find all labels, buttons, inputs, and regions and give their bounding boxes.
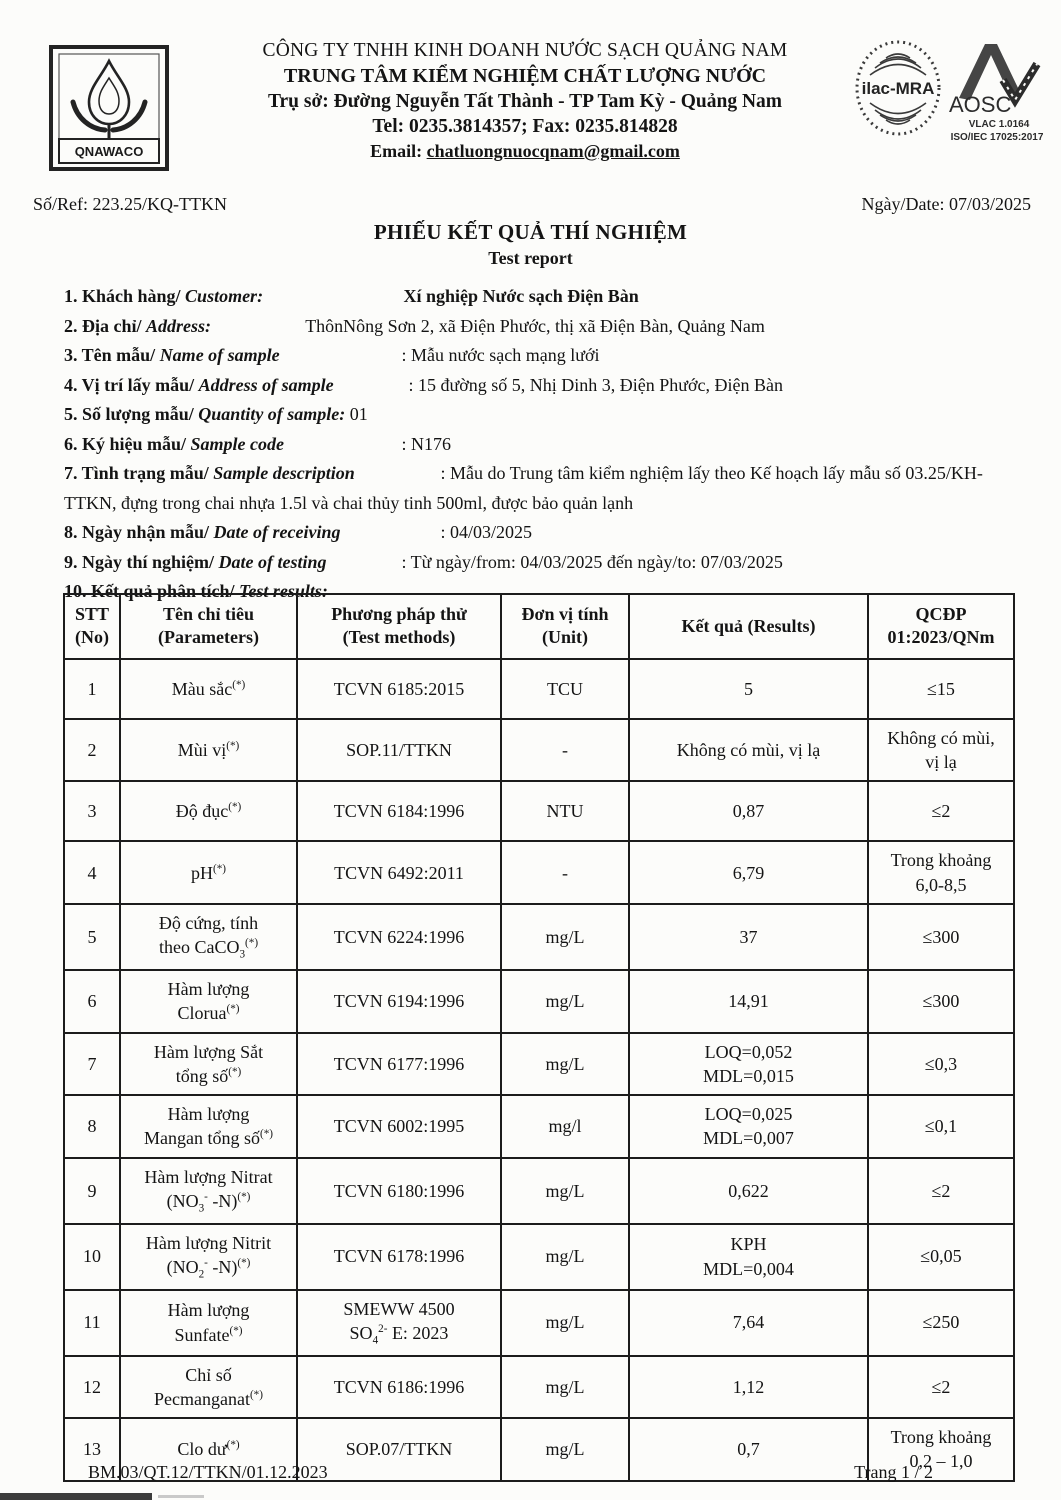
table-header-cell: QCĐP 01:2023/QNm — [868, 594, 1014, 659]
table-cell-result: 6,79 — [629, 841, 868, 904]
tel-fax-line: Tel: 0235.3814357; Fax: 0235.814828 — [372, 116, 678, 137]
table-cell-method: TCVN 6002:1995 — [297, 1095, 501, 1158]
table-cell-unit: mg/l — [501, 1095, 629, 1158]
table-row — [64, 1224, 1014, 1290]
table-cell-no: 13 — [64, 1418, 120, 1481]
info-value: : Mẫu nước sạch mạng lưới — [401, 345, 600, 365]
table-cell-no: 10 — [64, 1224, 120, 1290]
ref-row — [33, 194, 1031, 215]
letterhead — [160, 40, 890, 162]
table-cell-result: 0,7 — [629, 1418, 868, 1481]
table-row — [64, 1158, 1014, 1224]
info-value: : Từ ngày/from: 04/03/2025 đến ngày/to: 07/03/2025 — [401, 551, 783, 572]
table-cell-unit: mg/L — [501, 970, 629, 1033]
info-item — [64, 400, 1010, 430]
table-cell-limit: Trong khoảng 6,0-8,5 — [868, 841, 1014, 904]
table-cell-no: 2 — [64, 719, 120, 782]
table-cell-unit: mg/L — [501, 1418, 629, 1481]
info-label: 8. Ngày nhận mẫu/ Date of receiving — [64, 522, 341, 542]
info-label: 1. Khách hàng/ Customer: — [64, 286, 264, 306]
table-cell-method: TCVN 6492:2011 — [297, 841, 501, 904]
table-header-cell: Đơn vị tính (Unit) — [501, 594, 629, 659]
info-label: 7. Tình trạng mẫu/ Sample description — [64, 463, 355, 483]
table-cell-result: 7,64 — [629, 1290, 868, 1356]
table-cell-limit: ≤2 — [868, 781, 1014, 841]
page-subtitle: Test report — [488, 248, 573, 268]
scan-artifact-bar — [0, 1493, 152, 1500]
table-cell-no: 1 — [64, 659, 120, 719]
table-cell-unit: mg/L — [501, 904, 629, 970]
info-label: 10. Kết quả phân tích/ Test results: — [64, 581, 328, 601]
info-value: : N176 — [401, 433, 451, 454]
table-row — [64, 1095, 1014, 1158]
table-cell-no: 11 — [64, 1290, 120, 1356]
sample-info-list — [64, 282, 1010, 607]
table-header-cell: STT (No) — [64, 594, 120, 659]
table-cell-no: 7 — [64, 1033, 120, 1096]
page-title: PHIẾU KẾT QUẢ THÍ NGHIỆM — [373, 220, 688, 244]
table-cell-limit: ≤0,1 — [868, 1095, 1014, 1158]
email-label: Email: — [370, 141, 423, 161]
table-cell-limit: ≤300 — [868, 970, 1014, 1033]
table-row — [64, 1033, 1014, 1096]
svg-text:ISO/IEC 17025:2017: ISO/IEC 17025:2017 — [950, 132, 1043, 143]
footer-row — [88, 1462, 933, 1483]
table-cell-unit: - — [501, 719, 629, 782]
info-label: 3. Tên mẫu/ Name of sample — [64, 345, 280, 365]
table-cell-limit: ≤2 — [868, 1356, 1014, 1419]
table-cell-method: TCVN 6194:1996 — [297, 970, 501, 1033]
table-cell-method: SOP.11/TTKN — [297, 719, 501, 782]
table-cell-result: 5 — [629, 659, 868, 719]
table-cell-result: 14,91 — [629, 970, 868, 1033]
info-label: 2. Địa chỉ/ Address: — [64, 315, 212, 336]
table-cell-result: LOQ=0,052 MDL=0,015 — [629, 1033, 868, 1096]
qnawaco-logo — [48, 44, 170, 172]
table-cell-method: TCVN 6185:2015 — [297, 659, 501, 719]
info-value: 01 — [349, 404, 368, 424]
table-cell-result: KPH MDL=0,004 — [629, 1224, 868, 1290]
info-item — [64, 282, 1010, 312]
table-cell-param: Màu sắc(*) — [120, 659, 297, 719]
test-results-table — [63, 593, 1015, 1482]
table-cell-method: TCVN 6178:1996 — [297, 1224, 501, 1290]
table-cell-param: Hàm lượng Clorua(*) — [120, 970, 297, 1033]
info-value: ThônNông Sơn 2, xã Điện Phước, thị xã Điện Bàn, Quảng Nam — [305, 315, 765, 336]
info-item — [64, 518, 1010, 548]
svg-text:VLAC 1.0164: VLAC 1.0164 — [968, 119, 1030, 130]
info-item — [64, 371, 1010, 401]
table-cell-unit: mg/L — [501, 1356, 629, 1419]
ilac-mra-seal — [853, 38, 943, 147]
company-name: CÔNG TY TNHH KINH DOANH NƯỚC SẠCH QUẢNG NAM — [262, 40, 788, 61]
svg-text:ilac-MRA: ilac-MRA — [861, 79, 935, 98]
table-cell-method: TCVN 6180:1996 — [297, 1158, 501, 1224]
table-cell-no: 3 — [64, 781, 120, 841]
table-header-row — [64, 594, 1014, 659]
info-value: : Mẫu do Trung tâm kiểm nghiệm lấy theo Kế hoạch lấy mẫu số 03.25/KH-TTKN, đựng trong chai nhựa 1.5l và chai thủy tinh 500ml, được bảo quản lạnh — [64, 463, 983, 513]
table-cell-limit: ≤0,3 — [868, 1033, 1014, 1096]
table-cell-limit: Không có mùi, vị lạ — [868, 719, 1014, 782]
info-item — [64, 430, 1010, 460]
aosc-mark — [947, 38, 1043, 151]
table-cell-limit: ≤250 — [868, 1290, 1014, 1356]
table-cell-param: Hàm lượng Nitrat ($NO_3^-$ -N)(*) — [120, 1158, 297, 1224]
accreditation-seals — [853, 38, 1043, 151]
table-cell-result: 37 — [629, 904, 868, 970]
table-row — [64, 719, 1014, 782]
table-cell-unit: mg/L — [501, 1158, 629, 1224]
table-cell-result: Không có mùi, vị lạ — [629, 719, 868, 782]
info-item — [64, 312, 1010, 342]
table-cell-param: Mùi vị(*) — [120, 719, 297, 782]
table-row — [64, 659, 1014, 719]
table-cell-no: 9 — [64, 1158, 120, 1224]
table-cell-unit: NTU — [501, 781, 629, 841]
table-cell-no: 12 — [64, 1356, 120, 1419]
info-item — [64, 341, 1010, 371]
table-cell-param: Hàm lượng Sunfate(*) — [120, 1290, 297, 1356]
svg-text:AOSC: AOSC — [949, 92, 1012, 117]
email-link[interactable]: chatluongnuocqnam@gmail.com — [426, 141, 680, 161]
table-cell-no: 5 — [64, 904, 120, 970]
info-value: : 04/03/2025 — [440, 522, 533, 542]
address-line: Trụ sở: Đường Nguyễn Tất Thành - TP Tam Kỳ - Quảng Nam — [267, 91, 783, 112]
info-label: 5. Số lượng mẫu/ Quantity of sample: — [64, 404, 346, 424]
table-cell-param: Chỉ số Pecmanganat(*) — [120, 1356, 297, 1419]
table-cell-method: SOP.07/TTKN — [297, 1418, 501, 1481]
table-cell-no: 4 — [64, 841, 120, 904]
table-cell-method: SMEWW 4500 $SO_4^{2-}$ E: 2023 — [297, 1290, 501, 1356]
ref-number: Số/Ref: 223.25/KQ-TTKN — [33, 194, 227, 214]
form-code: BM.03/QT.12/TTKN/01.12.2023 — [88, 1462, 328, 1482]
table-cell-limit: ≤2 — [868, 1158, 1014, 1224]
table-cell-limit: ≤300 — [868, 904, 1014, 970]
table-row — [64, 781, 1014, 841]
table-cell-param: pH(*) — [120, 841, 297, 904]
table-cell-limit: ≤0,05 — [868, 1224, 1014, 1290]
table-cell-method: TCVN 6186:1996 — [297, 1356, 501, 1419]
scan-artifact-bar-small — [158, 1495, 204, 1498]
table-cell-no: 8 — [64, 1095, 120, 1158]
table-cell-param: Hàm lượng Sắt tổng số(*) — [120, 1033, 297, 1096]
info-value: Xí nghiệp Nước sạch Điện Bàn — [403, 286, 639, 306]
table-cell-method: TCVN 6184:1996 — [297, 781, 501, 841]
table-cell-param: Hàm lượng Nitrit ($NO_2^-$ -N)(*) — [120, 1224, 297, 1290]
table-cell-param: Hàm lượng Mangan tổng số(*) — [120, 1095, 297, 1158]
table-row — [64, 970, 1014, 1033]
table-cell-result: 0,87 — [629, 781, 868, 841]
table-row — [64, 1356, 1014, 1419]
table-row — [64, 904, 1014, 970]
email-line — [160, 141, 890, 162]
table-cell-unit: TCU — [501, 659, 629, 719]
info-label: 9. Ngày thí nghiệm/ Date of testing — [64, 551, 327, 572]
info-value: : 15 đường số 5, Nhị Dinh 3, Điện Phước, Điện Bàn — [408, 374, 784, 395]
table-header-cell: Kết quả (Results) — [629, 594, 868, 659]
page-number: Trang 1 / 2 — [854, 1462, 933, 1482]
table-cell-param: Độ đục(*) — [120, 781, 297, 841]
table-cell-param: Clo dư(*) — [120, 1418, 297, 1481]
table-cell-no: 6 — [64, 970, 120, 1033]
table-cell-result: 1,12 — [629, 1356, 868, 1419]
table-cell-unit: mg/L — [501, 1290, 629, 1356]
table-cell-unit: mg/L — [501, 1224, 629, 1290]
table-row — [64, 1290, 1014, 1356]
table-row — [64, 841, 1014, 904]
table-header-cell: Phương pháp thử (Test methods) — [297, 594, 501, 659]
table-cell-method: TCVN 6224:1996 — [297, 904, 501, 970]
ref-date: Ngày/Date: 07/03/2025 — [861, 194, 1031, 214]
table-cell-result: 0,622 — [629, 1158, 868, 1224]
svg-text:QNAWACO: QNAWACO — [74, 144, 144, 159]
table-cell-unit: - — [501, 841, 629, 904]
info-label: 6. Ký hiệu mẫu/ Sample code — [64, 433, 285, 454]
center-name: TRUNG TÂM KIỂM NGHIỆM CHẤT LƯỢNG NƯỚC — [283, 65, 767, 87]
table-header-cell: Tên chỉ tiêu (Parameters) — [120, 594, 297, 659]
table-cell-unit: mg/L — [501, 1033, 629, 1096]
info-label: 4. Vị trí lấy mẫu/ Address of sample — [64, 374, 334, 395]
table-cell-method: TCVN 6177:1996 — [297, 1033, 501, 1096]
table-cell-limit: ≤15 — [868, 659, 1014, 719]
table-cell-limit: Trong khoảng 0,2 – 1,0 — [868, 1418, 1014, 1481]
table-cell-param: Độ cứng, tính theo CaCO$_3$(*) — [120, 904, 297, 970]
info-item — [64, 459, 1010, 518]
info-item — [64, 548, 1010, 578]
table-cell-result: LOQ=0,025 MDL=0,007 — [629, 1095, 868, 1158]
